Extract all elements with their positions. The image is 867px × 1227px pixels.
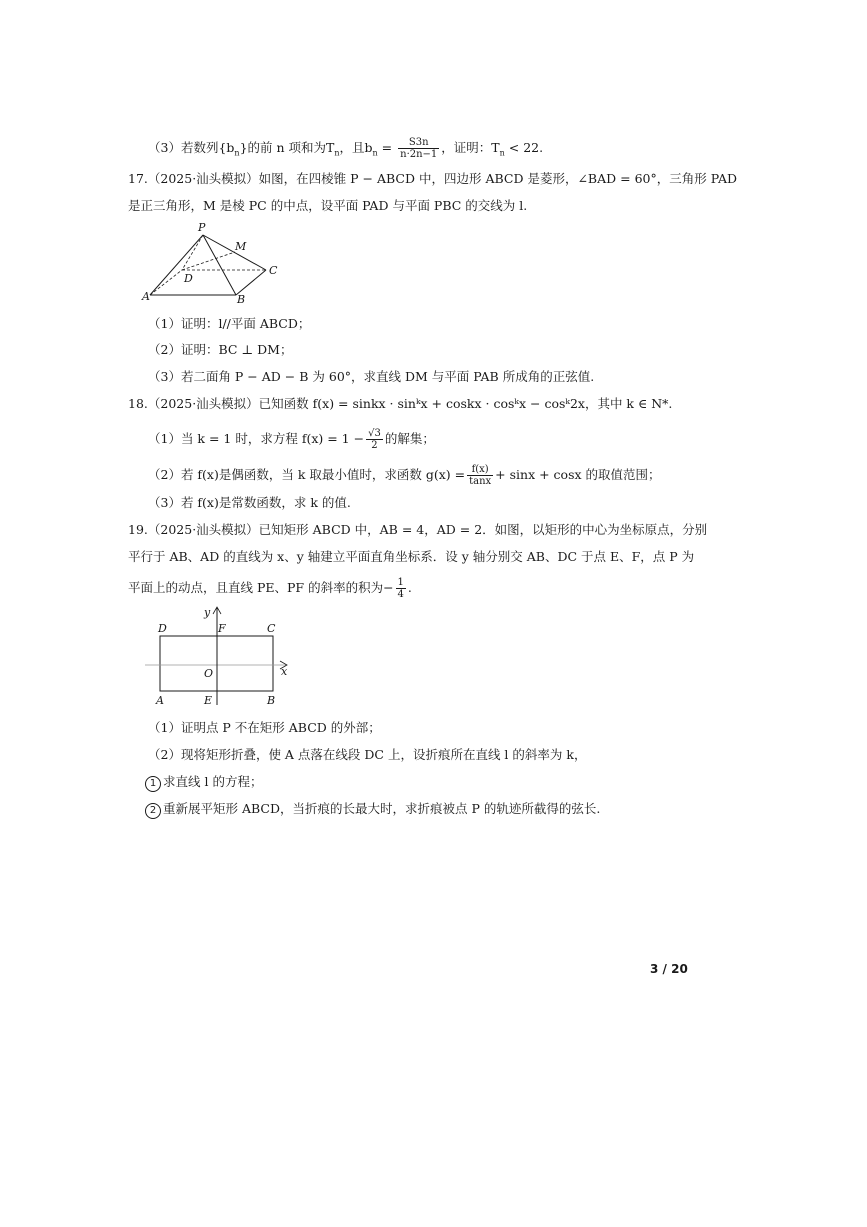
- q18-p2-frac-den: tanx: [469, 476, 492, 487]
- q19-line3: [128, 577, 412, 600]
- q18-p1-text-b: 的解集；: [384, 431, 435, 446]
- q16-frac-num: S3n: [398, 137, 439, 149]
- q16-sub-n: n: [234, 148, 240, 158]
- q19-rectangle-figure: [140, 605, 300, 710]
- q18-p1-text-a: （1）当 k = 1 时，求方程 f(x) = 1 −: [148, 431, 365, 446]
- q18-part2: [148, 464, 661, 487]
- q16-text-f: < 22.: [504, 140, 544, 155]
- q19-subpart1: [145, 773, 262, 792]
- q17-part1: （1）证明：l//平面 ABCD；: [148, 316, 311, 331]
- q16-sub-n3: n: [372, 148, 378, 158]
- label-a: A: [156, 694, 164, 707]
- label-e: E: [204, 694, 213, 707]
- q16-sub-n4: n: [499, 148, 505, 158]
- label-m: M: [235, 240, 247, 253]
- edge-pd: [182, 235, 203, 270]
- q18-p2-text-a: （2）若 f(x)是偶函数，当 k 取最小值时，求函数 g(x) =: [148, 467, 466, 482]
- q17-part2: （2）证明：BC ⊥ DM；: [148, 342, 293, 357]
- q19-subpart2: [145, 800, 600, 819]
- q16-part3: [148, 137, 543, 163]
- q16-frac-den: n·2n−1: [400, 149, 438, 160]
- label-a: A: [142, 290, 150, 303]
- q19-frac-den: 4: [397, 589, 404, 600]
- label-b: B: [267, 694, 276, 707]
- q16-sub-n2: n: [334, 148, 340, 158]
- edge-ad: [150, 270, 182, 295]
- q18-p1-fraction: [366, 428, 383, 451]
- q19-line2: 平行于 AB、AD 的直线为 x、y 轴建立平面直角坐标系．设 y 轴分别交 AB、DC 于点 E、F，点 P 为: [128, 549, 695, 564]
- label-x: x: [281, 665, 288, 678]
- q16-text-a: （3）若数列{b: [148, 140, 235, 155]
- q18-p1-frac-num: √3: [368, 428, 381, 439]
- q16-text-c: ，且b: [339, 140, 373, 155]
- q18-p2-fraction: [467, 464, 493, 487]
- q18-part1: [148, 428, 435, 451]
- q16-fraction: [398, 137, 439, 160]
- q19-fraction: [396, 577, 406, 600]
- q19-part1: （1）证明点 P 不在矩形 ABCD 的外部；: [148, 720, 381, 735]
- circled-number-2: 2: [145, 803, 161, 819]
- q19-line3-text-b: .: [407, 580, 412, 595]
- label-c: C: [269, 264, 278, 277]
- q18-part3: （3）若 f(x)是常数函数，求 k 的值.: [148, 495, 351, 510]
- circled-number-1: 1: [145, 776, 161, 792]
- edge-dm: [182, 252, 235, 270]
- q19-subpart2-text: 重新展平矩形 ABCD，当折痕的长最大时，求折痕被点 P 的轨迹所截得的弦长.: [163, 801, 601, 816]
- q16-text-b: }的前 n 项和为T: [239, 140, 335, 155]
- label-d: D: [158, 622, 167, 635]
- q17-line2: 是正三角形，M 是棱 PC 的中点，设平面 PAD 与平面 PBC 的交线为 l.: [128, 198, 528, 213]
- q19-subpart1-text: 求直线 l 的方程；: [163, 774, 263, 789]
- label-p: P: [198, 221, 206, 234]
- edge-pa: [150, 235, 203, 295]
- q18-p2-frac-num: f(x): [467, 464, 493, 476]
- q18-line1: 18.（2025·汕头模拟）已知函数 f(x) = sinkx · sinᵏx + coskx · cosᵏx − cosᵏ2x，其中 k ∈ N*.: [128, 396, 673, 411]
- label-f: F: [218, 622, 226, 635]
- label-y: y: [204, 606, 211, 619]
- q19-part2: （2）现将矩形折叠，使 A 点落在线段 DC 上，设折痕所在直线 l 的斜率为 k，: [148, 747, 587, 762]
- q16-text-e: ，证明：T: [441, 140, 500, 155]
- edge-bc: [236, 270, 266, 295]
- q19-line3-text-a: 平面上的动点，且直线 PE、PF 的斜率的积为−: [128, 580, 394, 595]
- q17-line1: 17.（2025·汕头模拟）如图，在四棱锥 P − ABCD 中，四边形 ABCD 是菱形，∠BAD = 60°，三角形 PAD: [128, 171, 738, 186]
- label-b: B: [237, 293, 246, 305]
- label-d: D: [184, 272, 193, 285]
- label-c: C: [267, 622, 276, 635]
- q18-p2-text-b: + sinx + cosx 的取值范围；: [495, 467, 661, 482]
- q18-p1-frac-den: 2: [371, 440, 378, 451]
- q19-frac-num: 1: [397, 577, 404, 588]
- q17-part3: （3）若二面角 P − AD − B 为 60°，求直线 DM 与平面 PAB 所成角的正弦值.: [148, 369, 595, 384]
- q19-line1: 19.（2025·汕头模拟）已知矩形 ABCD 中，AB = 4，AD = 2．如图，以矩形的中心为坐标原点，分别: [128, 522, 708, 537]
- q16-text-d: =: [377, 140, 397, 155]
- q17-pyramid-figure: [140, 220, 290, 305]
- label-o: O: [204, 667, 214, 680]
- page-number: 3 / 20: [650, 962, 688, 976]
